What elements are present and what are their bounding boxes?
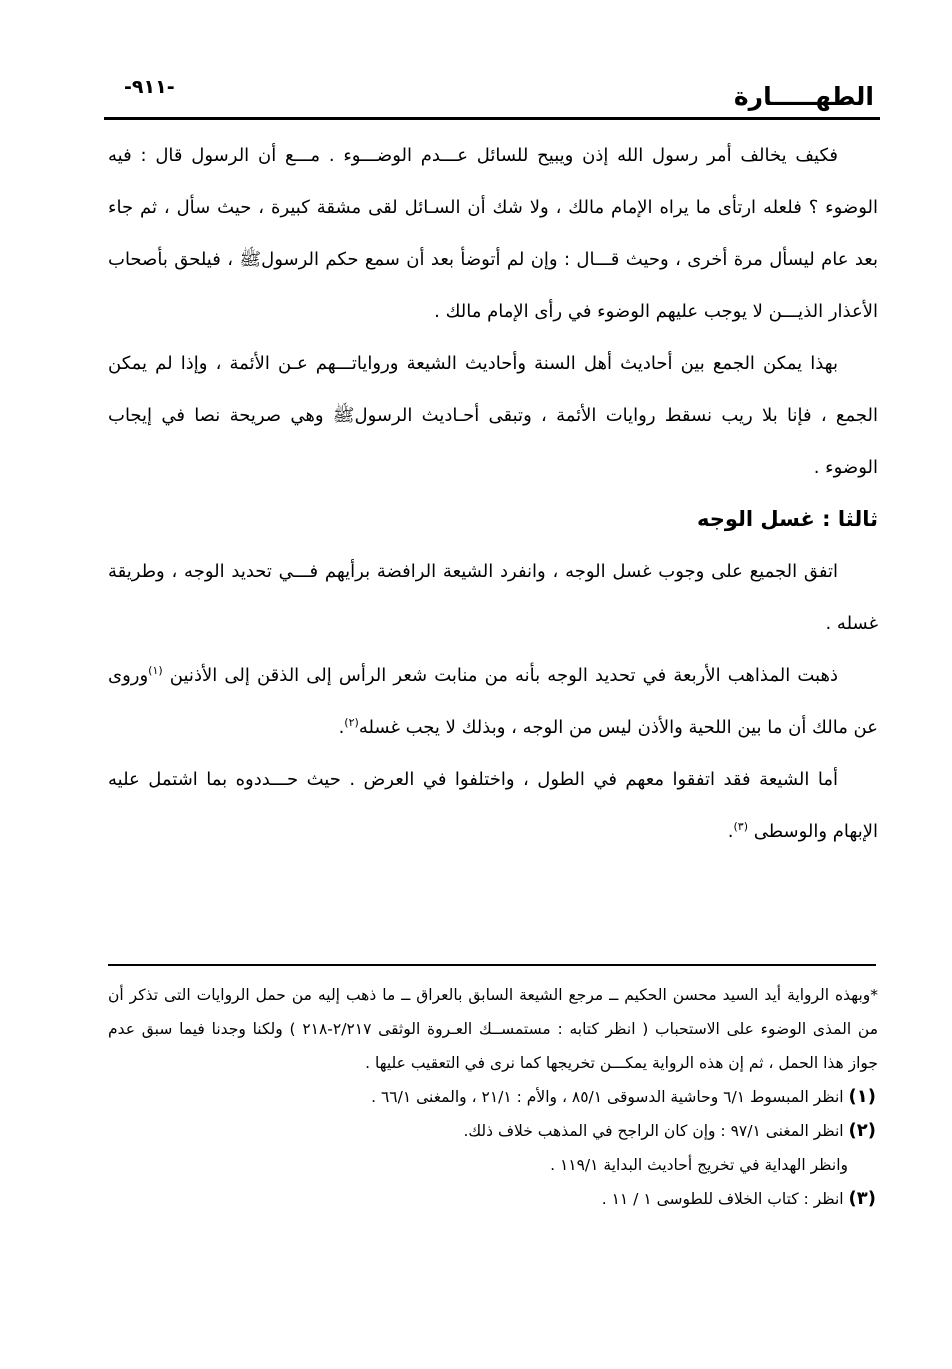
footnote-3: [108, 1182, 878, 1216]
paragraph-3: اتفق الجميع على وجوب غسل الوجه ، وانفرد الشيعة الرافضة برأيهم فـــي تحديد الوجه ، وطريقة غسله .: [108, 561, 878, 634]
footnote-ref-3: (٣): [733, 820, 749, 833]
paragraph-4-part-a: ذهبت المذاهب الأربعة في تحديد الوجه بأنه من منابت شعر الرأس إلى الذقن إلى الأذنين: [162, 665, 838, 686]
footnote-2: [108, 1114, 878, 1148]
paragraph-2: بهذا يمكن الجمع بين أحاديث أهل السنة وأحاديث الشيعة ورواياتـــهم عـن الأئمة ، وإذا لم يمكن الجمع ، فإنا بلا ريب نسقط روايات الأئمة ، وتبقى أحـاديث الرسولﷺ وهي صريحة نصا في إيجاب الوضوء .: [108, 353, 878, 478]
running-header-title: الطهـــــارة: [733, 82, 874, 111]
footnote-2-number: (٢): [848, 1120, 876, 1141]
footnote-2-continuation: وانظر الهداية في تخريج أحاديث البداية ١١٩/١ .: [550, 1156, 848, 1174]
paragraph-4-part-b: وروى عن مالك أن ما بين اللحية والأذن ليس من الوجه ، وبذلك لا يجب غسله: [108, 665, 878, 738]
paragraph-1: فكيف يخالف أمر رسول الله إذن ويبيح للسائل عـــدم الوضـــوء . مـــع أن الرسول قال : فيه الوضوء ؟ فلعله ارتأى ما يراه الإمام مالك ، ولا شك أن السـائل لقى مشقة كبيرة ، حيث سأل ، ثم جاء بعد عام ليسأل مرة أخرى ، وحيث قـــال : وإن لم أتوضأ بعد أن سمع حكم الرسولﷺ ، فيلحق بأصحاب الأعذار الذيـــن لا يوجب عليهم الوضوء في رأى الإمام مالك .: [108, 145, 878, 322]
footnote-ref-2: (٢): [344, 716, 359, 729]
section-heading: ثالثا : غسل الوجه: [696, 507, 878, 531]
footnote-3-text: انظر : كتاب الخلاف للطوسى ١ / ١١ .: [601, 1190, 844, 1208]
footnote-1: [108, 1080, 878, 1114]
paragraph-4: [108, 650, 878, 754]
footnote-1-number: (١): [848, 1086, 876, 1107]
paragraph-5: [108, 754, 878, 858]
footnote-2-text: انظر المغنى ٩٧/١ : وإن كان الراجح في المذهب خلاف ذلك.: [463, 1122, 844, 1140]
footnote-ref-1: (١): [148, 664, 163, 677]
paragraph-5-part-b: .: [727, 821, 734, 842]
footnote-star-note: *وبهذه الرواية أيد السيد محسن الحكيم ــ مرجع الشيعة السابق بالعراق ــ ما ذهب إليه من حمل الروايات التى تذكر أن من المذى الوضوء على الاستحباب ( انظر كتابه : مستمســك العـروة الوثقى ٢/٢١٧-٢١٨ ) ولكنا وجدنا فيما سبق عدم جواز هذا الحمل ، ثم إن هذه الرواية يمكـــن تخريجها كما نرى في التعقيب عليها .: [108, 986, 879, 1072]
footnote-1-text: انظر المبسوط ٦/١ وحاشية الدسوقى ٨٥/١ ، والأم : ٢١/١ ، والمغنى ٦٦/١ .: [371, 1088, 844, 1106]
footnote-separator: [108, 964, 876, 966]
header-rule: [104, 117, 880, 120]
footnote-3-number: (٣): [848, 1188, 876, 1209]
footnotes: [108, 978, 878, 1216]
paragraph-4-part-c: .: [338, 717, 345, 738]
main-text: [108, 130, 878, 858]
paragraph-5-part-a: أما الشيعة فقد اتفقوا معهم في الطول ، واختلفوا في العرض . حيث حـــددوه بما اشتمل عليه الإبهام والوسطى: [108, 769, 878, 842]
page-number: -٩١١-: [124, 76, 175, 98]
